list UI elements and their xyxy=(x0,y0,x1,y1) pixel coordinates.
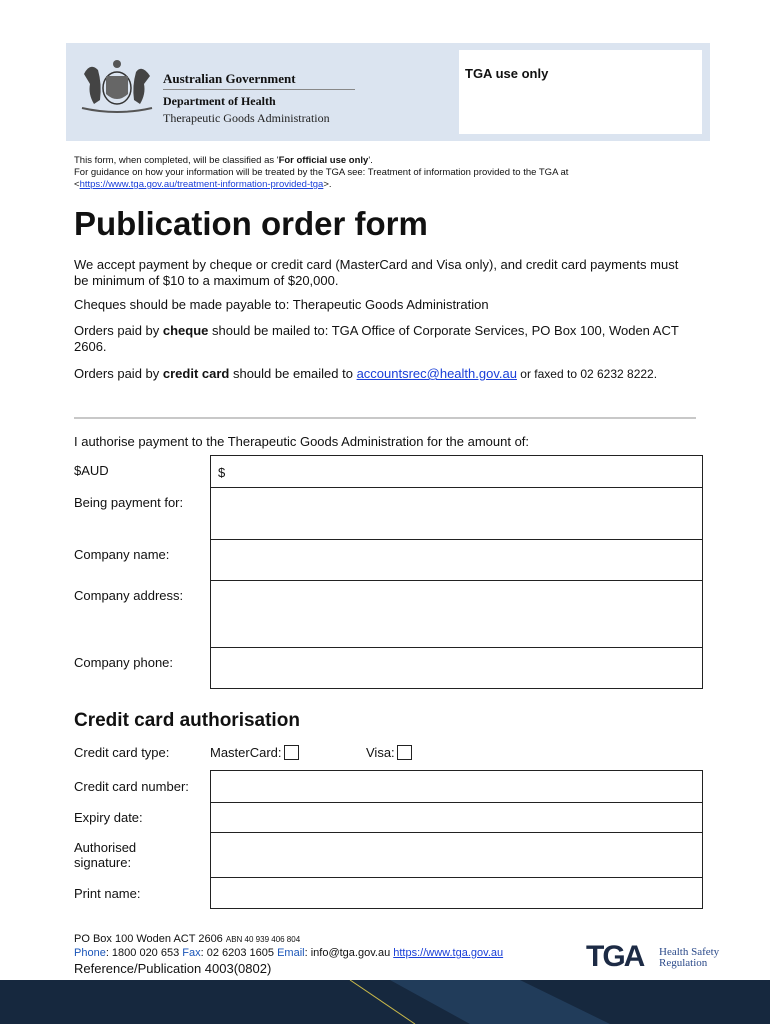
cheque-payable-text: Cheques should be made payable to: Therapeutic Goods Administration xyxy=(74,297,489,312)
company-address-label: Company address: xyxy=(74,588,184,603)
footer-stripe-graphic xyxy=(0,980,770,1024)
section-divider xyxy=(74,417,696,419)
footer-bar xyxy=(0,980,770,1024)
print-name-label: Print name: xyxy=(74,886,141,901)
company-phone-label: Company phone: xyxy=(74,655,174,670)
visa-option xyxy=(366,745,412,760)
email-label: Email xyxy=(277,947,305,959)
footer-contacts xyxy=(74,947,503,959)
accounts-email-link[interactable]: accountsrec@health.gov.au xyxy=(356,366,517,381)
notice-text: >. xyxy=(323,179,332,190)
notice-classification: For official use only xyxy=(278,155,369,166)
text: Orders paid by xyxy=(74,323,163,338)
reference-number: Reference/Publication 4003(0802) xyxy=(74,961,272,976)
classification-notice xyxy=(74,155,373,167)
tga-use-only-box xyxy=(459,50,702,134)
signature-label xyxy=(74,840,136,870)
phone-label: Phone xyxy=(74,947,106,959)
visa-checkbox[interactable] xyxy=(397,745,412,760)
text: Orders paid by xyxy=(74,366,163,381)
dollar-prefix: $ xyxy=(218,465,226,480)
tga-use-only-label: TGA use only xyxy=(465,66,549,81)
expiry-field[interactable] xyxy=(210,802,703,833)
gov-title: Australian Government xyxy=(163,71,296,86)
cheque-mail-text xyxy=(74,323,694,355)
mastercard-option xyxy=(210,745,299,760)
authorise-text: I authorise payment to the Therapeutic Goods Administration for the amount of: xyxy=(74,434,530,449)
email-value: : info@tga.gov.au xyxy=(304,947,394,959)
footer-address xyxy=(74,933,300,945)
signature-label-line: Authorised xyxy=(74,840,137,855)
aud-amount-field[interactable] xyxy=(210,455,703,488)
abn-text: ABN 40 939 406 804 xyxy=(225,935,301,944)
notice-text: < xyxy=(74,179,80,190)
visa-label: Visa: xyxy=(366,745,395,760)
signature-label-line: signature: xyxy=(74,855,132,870)
card-number-field[interactable] xyxy=(210,770,703,803)
mastercard-label: MasterCard: xyxy=(210,745,282,760)
signature-field[interactable] xyxy=(210,832,703,878)
guidance-link-line xyxy=(74,179,332,191)
page-title: Publication order form xyxy=(74,205,428,242)
company-phone-field[interactable] xyxy=(210,647,703,689)
card-type-label: Credit card type: xyxy=(74,745,170,760)
expiry-label: Expiry date: xyxy=(74,810,143,825)
fax-value: : 02 6203 1605 xyxy=(200,947,278,959)
tga-logo-subtitle xyxy=(659,947,719,969)
address-text: PO Box 100 Woden ACT 2606 xyxy=(74,933,223,945)
text: should be mailed to: TGA Office of Corporate Services, PO Box 100, Woden ACT 2606. xyxy=(74,323,679,354)
treatment-info-link[interactable]: https://www.tga.gov.au/treatment-information-provided-tga xyxy=(79,179,324,190)
mastercard-checkbox[interactable] xyxy=(284,745,299,760)
divider xyxy=(163,89,355,90)
text-bold: credit card xyxy=(162,366,230,381)
company-address-field[interactable] xyxy=(210,580,703,648)
print-name-field[interactable] xyxy=(210,877,703,909)
department-name: Department of Health xyxy=(163,94,276,108)
text: or faxed to 02 6232 8222. xyxy=(516,367,658,381)
phone-value: : 1800 020 653 xyxy=(105,947,183,959)
aud-label: $AUD xyxy=(74,463,109,478)
logo-subtitle-line: Regulation xyxy=(659,957,708,969)
text: should be emailed to xyxy=(229,366,357,381)
credit-card-email-text xyxy=(74,366,694,382)
fax-label: Fax xyxy=(182,947,201,959)
company-name-field[interactable] xyxy=(210,539,703,581)
guidance-notice: For guidance on how your information will be treated by the TGA see: Treatment of information provided to the TGA at xyxy=(74,167,569,178)
logo-subtitle-line: Health Safety xyxy=(659,946,720,958)
notice-text: '. xyxy=(368,155,373,166)
payment-methods-text: We accept payment by cheque or credit card (MasterCard and Visa only), and credit card payments must be minimum of $10 to a maximum of $20,000. xyxy=(74,257,679,288)
coat-of-arms-icon xyxy=(76,54,158,116)
text-bold: cheque xyxy=(162,323,209,338)
company-name-label: Company name: xyxy=(74,547,170,562)
tga-logo: TGA xyxy=(586,940,644,973)
card-number-label: Credit card number: xyxy=(74,779,189,794)
notice-text: This form, when completed, will be classified as ' xyxy=(74,155,279,166)
credit-card-heading: Credit card authorisation xyxy=(74,710,300,731)
being-payment-field[interactable] xyxy=(210,487,703,540)
being-payment-label: Being payment for: xyxy=(74,495,184,510)
agency-name: Therapeutic Goods Administration xyxy=(163,111,330,125)
website-link[interactable]: https://www.tga.gov.au xyxy=(393,947,504,959)
